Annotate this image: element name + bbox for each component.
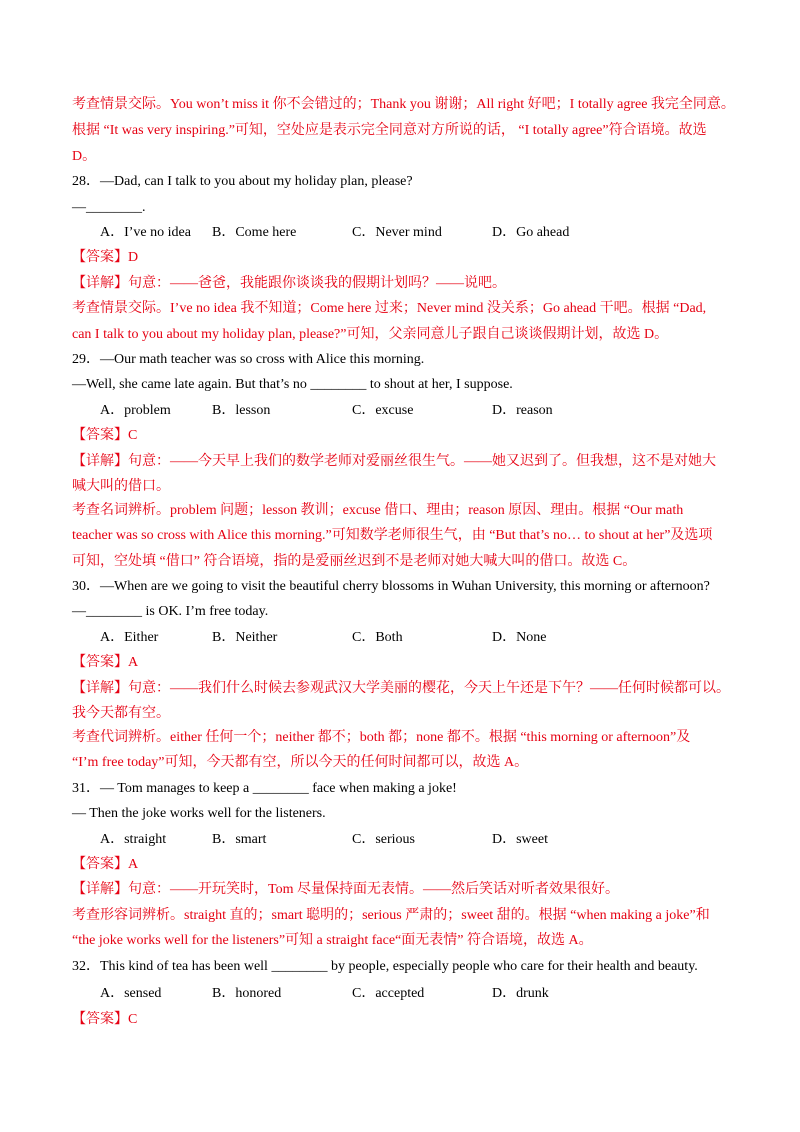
option-d: D．drunk — [492, 986, 549, 1001]
explanation-line: can I talk to you about my holiday plan, please?”可知，父亲同意儿子跟自己谈谈假期计划，故选 D。 — [72, 327, 669, 342]
option-a: A．I’ve no idea — [100, 225, 191, 240]
answer-32: 【答案】C — [72, 1012, 138, 1027]
option-b: B．Neither — [212, 630, 278, 645]
explanation-line: 考查代词辨析。either 任何一个；neither 都不；both 都；none 都不。根据 “this morning or afternoon”及 — [72, 730, 691, 745]
explanation-line: 考查名词辨析。problem 问题；lesson 教训；excuse 借口、理由；reason 原因、理由。根据 “Our math — [72, 503, 684, 518]
option-a: A．straight — [100, 832, 167, 847]
answer-29: 【答案】C — [72, 428, 138, 443]
answer-28: 【答案】D — [72, 250, 139, 265]
option-a: A．sensed — [100, 986, 162, 1001]
option-b: B．Come here — [212, 225, 297, 240]
question-30-stem: 30．—When are we going to visit the beautiful cherry blossoms in Wuhan University, this morning or afternoon? — [72, 579, 710, 594]
explanation-line: 喊大叫的借口。 — [72, 479, 170, 494]
option-d: D．sweet — [492, 832, 548, 847]
option-c: C．Both — [352, 630, 403, 645]
option-b: B．lesson — [212, 403, 271, 418]
option-b: B．smart — [212, 832, 267, 847]
explanation-line: 【详解】句意：——爸爸，我能跟你谈谈我的假期计划吗？——说吧。 — [72, 276, 506, 291]
question-29-stem: 29．—Our math teacher was so cross with Alice this morning. — [72, 352, 425, 367]
answer-30: 【答案】A — [72, 655, 139, 670]
explanation-line: 【详解】句意：——我们什么时候去参观武汉大学美丽的樱花，今天上午还是下午？——任何时候都可以。 — [72, 681, 730, 696]
explanation-line: teacher was so cross with Alice this morning.”可知数学老师很生气，由 “But that’s no… to shout at her”及选项 — [72, 528, 713, 543]
text-line: 根据 “It was very inspiring.”可知，空处应是表示完全同意对方所说的话， “I totally agree”符合语境。故选 — [72, 123, 707, 138]
option-c: C．serious — [352, 832, 415, 847]
question-31-reply: — Then the joke works well for the listeners. — [72, 806, 326, 821]
option-c: C．Never mind — [352, 225, 442, 240]
explanation-line: 【详解】句意：——今天早上我们的数学老师对爱丽丝很生气。——她又迟到了。但我想，这不是对她大 — [72, 454, 716, 469]
option-a: A．Either — [100, 630, 159, 645]
question-32-stem: 32．This kind of tea has been well ________ by people, especially people who care for their health and beauty. — [72, 959, 698, 974]
question-29-reply: —Well, she came late again. But that’s no ________ to shout at her, I suppose. — [72, 377, 513, 392]
explanation-line: 我今天都有空。 — [72, 706, 170, 721]
explanation-line: 可知，空处填 “借口” 符合语境，指的是爱丽丝迟到不是老师对她大喊大叫的借口。故选 C。 — [72, 554, 637, 569]
answer-31: 【答案】A — [72, 857, 139, 872]
text-line: D。 — [72, 149, 97, 164]
option-d: D．reason — [492, 403, 553, 418]
question-28-stem: 28．—Dad, can I talk to you about my holiday plan, please? — [72, 174, 413, 189]
option-b: B．honored — [212, 986, 282, 1001]
option-a: A．problem — [100, 403, 171, 418]
question-30-reply: —________ is OK. I’m free today. — [72, 604, 269, 619]
option-c: C．accepted — [352, 986, 425, 1001]
option-c: C．excuse — [352, 403, 414, 418]
explanation-line: “I’m free today”可知，今天都有空，所以今天的任何时间都可以，故选 A。 — [72, 755, 529, 770]
text-line: 考查情景交际。You won’t miss it 你不会错过的；Thank you 谢谢；All right 好吧；I totally agree 我完全同意。 — [72, 97, 735, 112]
question-28-reply: —________. — [72, 200, 146, 215]
explanation-line: 考查形容词辨析。straight 直的；smart 聪明的；serious 严肃的；sweet 甜的。根据 “when making a joke”和 — [72, 908, 710, 923]
explanation-line: “the joke works well for the listeners”可知 a straight face“面无表情” 符合语境，故选 A。 — [72, 933, 593, 948]
option-d: D．None — [492, 630, 547, 645]
option-d: D．Go ahead — [492, 225, 570, 240]
explanation-line: 【详解】句意：——开玩笑时，Tom 尽量保持面无表情。——然后笑话对听者效果很好。 — [72, 882, 619, 897]
explanation-line: 考查情景交际。I’ve no idea 我不知道；Come here 过来；Never mind 没关系；Go ahead 干吧。根据 “Dad, — [72, 301, 707, 316]
question-31-stem: 31．— Tom manages to keep a ________ face when making a joke! — [72, 781, 457, 796]
